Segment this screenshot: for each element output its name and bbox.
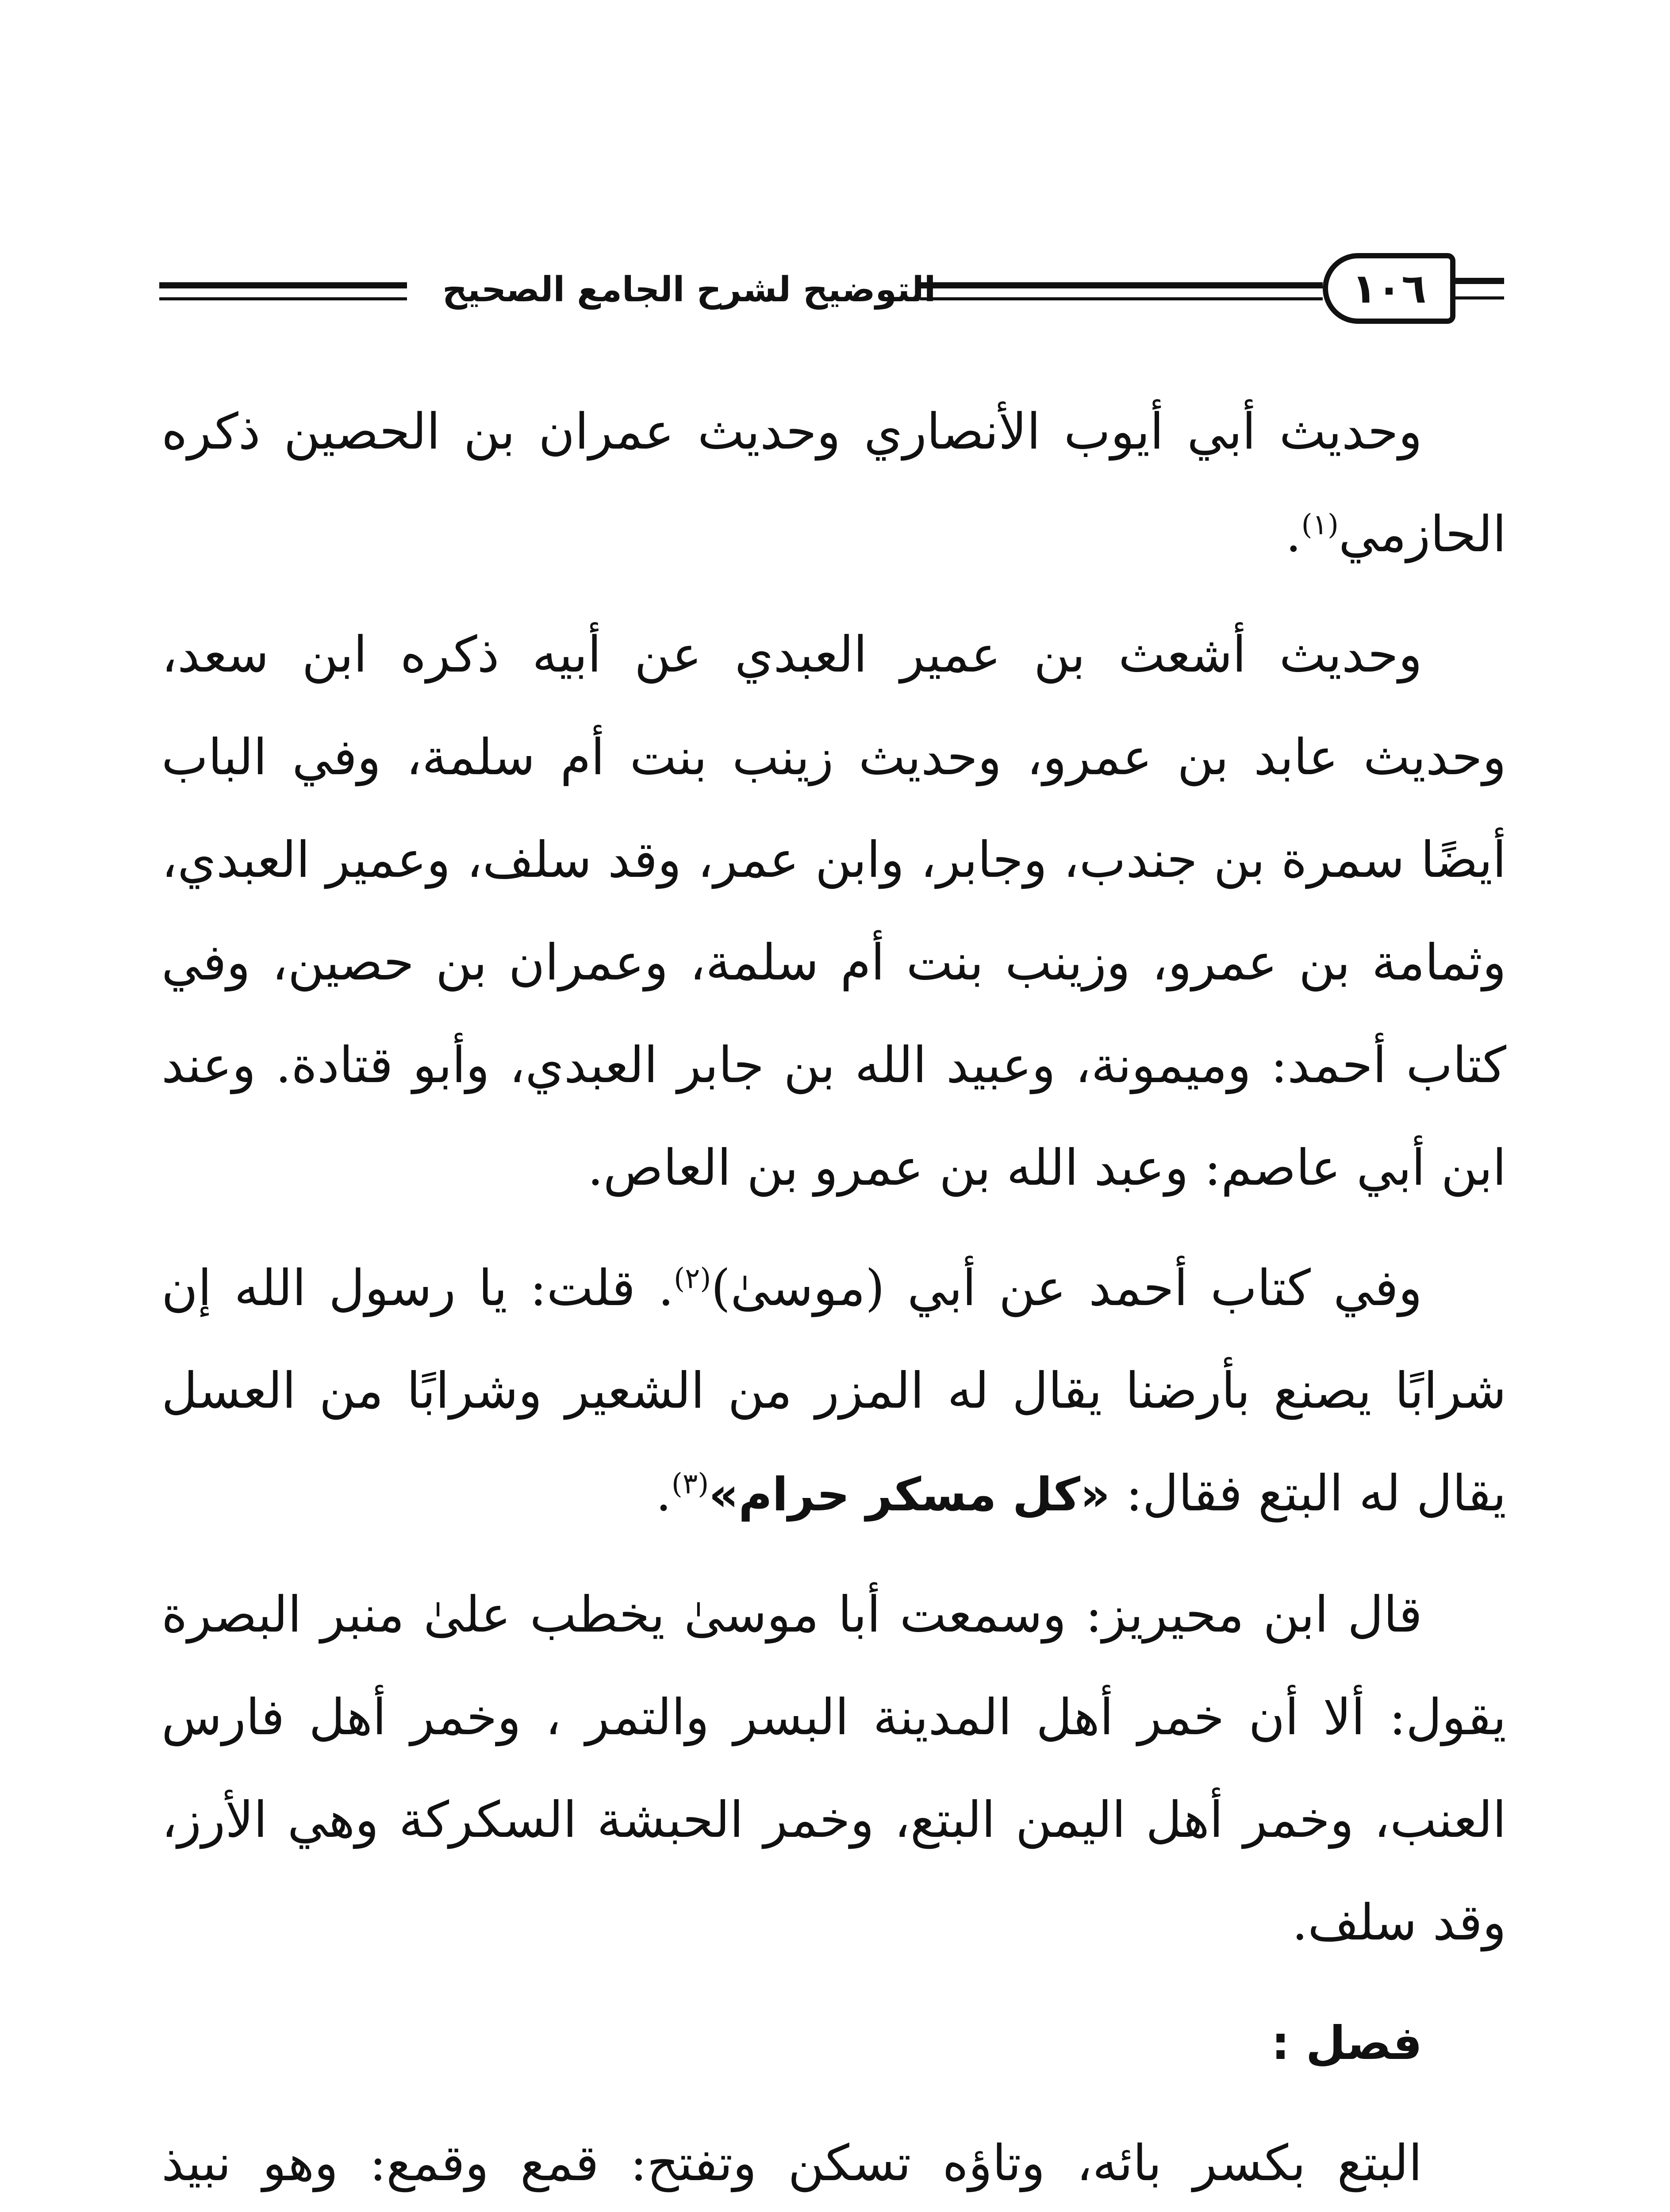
running-header [159,248,1504,336]
header-rule-left-thick [159,282,407,288]
paragraph: البتع بكسر بائه، وتاؤه تسكن وتفتح: قمع وقمع: وهو نبيذ [161,2135,1422,2192]
footnote-ref: (١) [1301,508,1339,541]
paragraph: قال ابن محيريز: وسمعت أبا موسىٰ يخطب علىٰ منبر البصرة يقول: ألا أن خمر أهل المدينة البسر والتمر ، وخمر أهل فارس العنب، وخمر أهل اليمن البتع، وخمر الحبشة السكركة وهي الأرز، وقد سلف. [161,1586,1506,1951]
section-heading: فصل : [1271,2016,1422,2070]
page-number: ١٠٦ [1323,253,1455,324]
book-title: التوضيح لشرح الجامع الصحيح [442,270,936,310]
footnote-ref: (٣) [671,1467,709,1501]
paragraph: وحديث أشعث بن عمير العبدي عن أبيه ذكره ابن سعد، وحديث عابد بن عمرو، وحديث زينب بنت أم سلمة، وفي الباب أيضًا سمرة بن جندب، وجابر، وابن عمر، وقد سلف، وعمير العبدي، وثمامة بن عمرو، وزينب بنت أم سلمة، وعمران بن حصين، وفي كتاب أحمد: وميمونة، وعبيد الله بن جابر العبدي، وأبو قتادة. وعند ابن أبي عاصم: وعبد الله بن عمرو بن العاص. [161,626,1506,1197]
hadith-quote: «كل مسكر حرام» [709,1467,1110,1521]
page-number-tail-thick [1455,278,1504,284]
paragraph: وفي كتاب أحمد عن أبي (موسىٰ)$^{(٢)}$. قلت: يا رسول الله إن شرابًا يصنع بأرضنا يقال له المزر من الشعير وشرابًا من العسل يقال له البتع فقال: «كل مسكر حرام»$^{(٣)}$. [161,1260,1507,1522]
header-rule-left-thin [159,297,407,300]
header-rule-mid-thin [920,297,1323,300]
header-rule-mid-thick [920,282,1323,288]
paragraph: وحديث أبي أيوب الأنصاري وحديث عمران بن الحصين ذكره الحازمي$^{(١)}$. [161,403,1506,563]
page-number-tail-thin [1455,296,1504,300]
footnote-ref: (٢) [674,1262,711,1295]
main-text [161,380,1506,2212]
